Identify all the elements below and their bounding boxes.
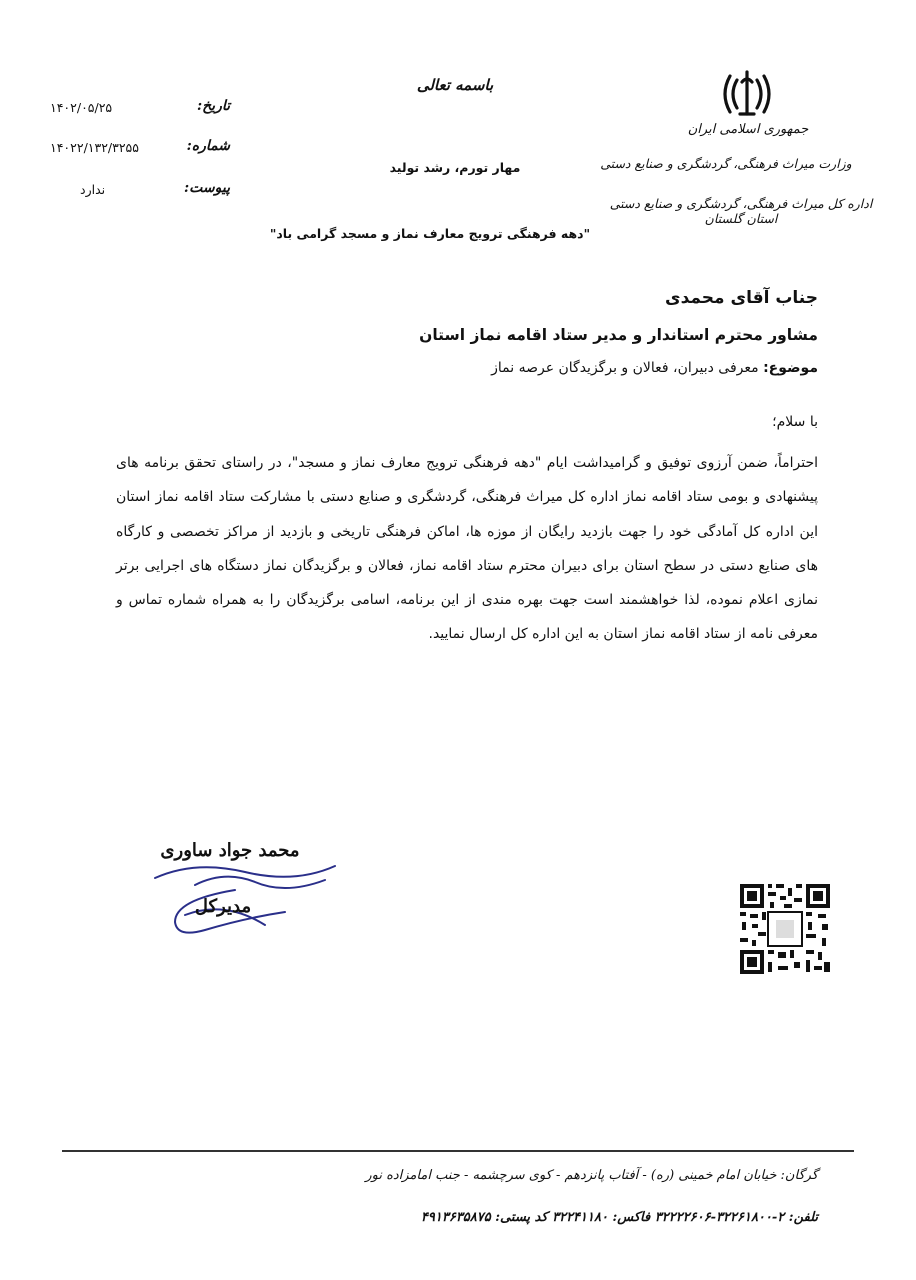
bismillah: باسمه تعالی — [416, 76, 494, 94]
addressee-title: مشاور محترم استاندار و مدیر ستاد اقامه نماز استان — [419, 326, 818, 344]
letter-body: احتراماً، ضمن آرزوی توفیق و گرامیداشت ایام "دهه فرهنگی ترویج معارف نماز و مسجد"، در راستای تحقق برنامه های پیشنهادی و بومی ستاد اقامه نماز اداره کل میراث فرهنگی، گردشگری و صنایع دستی با مشارکت ستاد اقامه نماز استان این اداره کل آمادگی خود را جهت بازدید رایگان از موزه ها، اماکن فرهنگی تاریخی و بازدید از مراکز تخصصی و کارگاه های صنایع دستی در سطح استان برای دبیران محترم ستاد اقامه نماز، فعالان و برگزیدگان نماز دستگاه های اجرایی برتر نمازی اعلام نموده، لذا خواهشمند است جهت بهره مندی از این برنامه، اسامی برگزیدگان را به همراه شماره تماس و معرفی نامه از ستاد اقامه نماز استان به این اداره کل ارسال نمایید. — [116, 455, 818, 643]
signatory-name: محمد جواد ساوری — [160, 840, 300, 861]
government-name: جمهوری اسلامی ایران — [687, 122, 809, 137]
number-label: شماره: — [186, 138, 230, 154]
department-name: اداره کل میراث فرهنگی، گردشگری و صنایع دستی استان گلستان — [609, 196, 873, 226]
meta-number — [50, 138, 230, 166]
ministry-name: وزارت میراث فرهنگی، گردشگری و صنایع دستی — [600, 156, 852, 171]
meta-attachment — [50, 180, 230, 208]
addressee: جناب آقای محمدی — [665, 288, 818, 308]
meta-date — [50, 98, 230, 126]
subject-label: موضوع: — [763, 360, 818, 376]
attachment-label: پیوست: — [184, 180, 230, 196]
decade-slogan: "دهه فرهنگی ترویج معارف نماز و مسجد گرامی باد" — [269, 226, 591, 241]
date-label: تاریخ: — [196, 98, 230, 114]
footer-divider — [62, 1150, 854, 1152]
greeting: با سلام؛ — [772, 414, 818, 430]
footer-address: گرگان: خیابان امام خمینی (ره) - آفتاب پانزدهم - کوی سرچشمه - جنب امامزاده نور — [365, 1168, 818, 1183]
iran-emblem-icon — [716, 68, 778, 120]
subject-text: معرفی دبیران، فعالان و برگزیدگان عرصه نماز — [491, 360, 759, 376]
subject-line — [218, 360, 818, 376]
year-slogan: مهار تورم، رشد تولید — [389, 160, 521, 175]
qr-code-icon — [738, 882, 832, 976]
attachment-value: ندارد — [80, 182, 106, 197]
signatory-title: مدیرکل — [194, 896, 252, 917]
number-value: ۱۴۰۲۲/۱۳۲/۳۲۵۵ — [50, 140, 139, 155]
date-value: ۱۴۰۲/۰۵/۲۵ — [50, 100, 113, 115]
footer-contact: تلفن: ۲-۳۲۲۶۱۸۰۰-۳۲۲۲۲۶۰۶ فاکس: ۳۲۲۴۱۱۸۰ کد پستی: ۴۹۱۳۶۳۵۸۷۵ — [420, 1210, 818, 1225]
